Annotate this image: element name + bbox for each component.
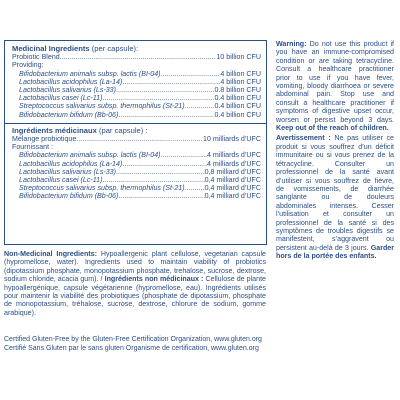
dot-leader — [118, 111, 214, 119]
gluten-free-cert-fr: Certifié Sans Gluten par le sans gluten Organisme de certification, www.gluten.org — [4, 345, 259, 352]
strain-value: 4 billion CFU — [220, 69, 261, 78]
dot-leader — [60, 53, 217, 61]
dot-leader — [185, 102, 215, 110]
warning-body: Do not use this product if you have an immune-compromised condition or are taking tetracycline. Consult a healthcare practitioner prior to use if you have fever, vomiting, bloody diarrhoea or severe abdominal pain. Stop use and consult a healthcare practitioner if symptoms of digestive upset occur, worsen or persist beyond 3 days. — [276, 40, 394, 124]
heading-title: Medicinal Ingredients — [12, 44, 90, 53]
strain-row — [12, 192, 261, 200]
medicinal-ingredients-heading — [12, 45, 261, 53]
divider — [5, 123, 266, 124]
strain-row — [12, 94, 261, 102]
strain-name: Lactobacillus acidophilus (La-14) — [19, 77, 123, 86]
strain-value: 0.4 billion CFU — [214, 94, 261, 103]
strain-name: Bifidobacterium bifidum (Bb-06) — [19, 110, 119, 119]
strain-row — [12, 160, 261, 168]
strain-name: Lactobacillus casei (Lc-11) — [19, 176, 103, 185]
blend-label: Probiotic Blend — [12, 53, 60, 62]
strain-name: Bifidobacterium animalis subsp. lactis (BI-04) — [19, 69, 161, 78]
nonmed-fr-label: Ingrédients non médicinaux : — [104, 275, 204, 284]
blend-value: 10 milliards d’UFC — [203, 135, 261, 144]
warning-fr-keep-out: Garder hors de la portée des enfants. — [276, 243, 394, 261]
strain-name: Lactobacillus salivarius (Ls-33) — [19, 167, 116, 176]
dot-leader — [118, 192, 204, 200]
warning-keep-out: Keep out of the reach of children. — [276, 124, 389, 133]
strain-row — [12, 176, 261, 184]
strain-name: Streptococcus salivarius subsp. thermophilus (St-21) — [19, 102, 185, 111]
warning-fr — [276, 134, 394, 260]
strain-name: Lactobacillus acidophilus (La-14) — [19, 159, 123, 168]
dot-leader — [122, 78, 220, 86]
strain-name: Lactobacillus salivarius (Ls-33) — [19, 86, 116, 95]
medicinal-ingredients-fr-heading — [12, 127, 261, 135]
gluten-free-cert-en: Certified Gluten-Free by the Gluten-Free Certification Organization, www.gluten.org — [4, 336, 262, 343]
strain-row — [12, 102, 261, 110]
strain-value: 0,4 milliard d’UFC — [204, 176, 261, 185]
strain-value: 0.8 billion CFU — [214, 86, 261, 95]
providing-label: Providing: — [12, 61, 44, 70]
strain-row — [12, 168, 261, 176]
strain-value: 0.4 billion CFU — [214, 110, 261, 119]
warning-text — [276, 40, 394, 261]
strain-row — [12, 184, 261, 192]
warning-fr-body: Ne pas utiliser ce produit si vous souffrez d’un déficit immunitaire ou si vous prenez de la tétracycline. Consulter un professionnel de la santé avant d’utiliser si vous souffrez de fièvre, de vomissements, de diarrhée sanglante ou de douleurs abdominales intenses. Cesser l’utilisation et consulter un professionnel de la santé si des symptômes de troubles digestifs se manifestent, s’aggravent ou persistent au-delà de 3 jours. — [276, 134, 394, 252]
nonmed-label: Non-Medicinal Ingredients: — [4, 250, 97, 258]
strain-value: 0.4 billion CFU — [214, 102, 261, 111]
warning-fr-label: Avertissement : — [276, 134, 331, 143]
blend-label: Mélange probiotique — [12, 135, 77, 144]
strain-value: 4 billion CFU — [220, 77, 261, 86]
probiotic-blend-row — [12, 53, 261, 61]
dot-leader — [161, 70, 221, 78]
strain-row — [12, 86, 261, 94]
dot-leader — [161, 151, 207, 159]
warning-en — [276, 40, 394, 132]
dot-leader — [102, 176, 204, 184]
nonmed-fr-text: Cellulose de plante hypoallergénique, capsule végétarienne (hypromellose, eau). Ingrédients utilisés pour maintenir la viabilité des probiotiques (phosphate de dipotassium, phosphate de monopotassium, tréhalose, sucrose, dextrose, chlorure de sodium, gomme arabique). — [4, 275, 266, 317]
strain-value: 0,8 milliard d’UFC — [204, 167, 261, 176]
blend-value: 10 billion CFU — [216, 53, 261, 62]
strain-name: Lactobacillus casei (Lc-11) — [19, 94, 103, 103]
dot-leader — [116, 86, 214, 94]
strain-value: 0,4 milliard d’UFC — [204, 184, 261, 193]
strain-row — [12, 111, 261, 119]
strain-value: 4 milliards d’UFC — [207, 151, 261, 160]
dot-leader — [185, 184, 205, 192]
dot-leader — [116, 168, 205, 176]
non-medicinal-ingredients — [4, 250, 266, 317]
heading-note: (par capsule) : — [98, 125, 148, 135]
strain-value: 0,4 milliard d’UFC — [204, 192, 261, 201]
ingredients-panel — [4, 40, 267, 245]
strain-name: Bifidobacterium bifidum (Bb-06) — [19, 192, 119, 201]
strain-row — [12, 78, 261, 86]
strain-row — [12, 151, 261, 159]
strain-row — [12, 70, 261, 78]
dot-leader — [76, 135, 203, 143]
providing-label: Fournissant : — [12, 143, 54, 152]
heading-note: (per capsule): — [91, 44, 139, 53]
strain-value: 4 milliards d’UFC — [207, 159, 261, 168]
warning-label: Warning: — [276, 40, 307, 48]
heading-title: Ingrédients médicinaux — [12, 125, 97, 135]
strain-name: Bifidobacterium animalis subsp. lactis (BI-04) — [19, 151, 161, 160]
dot-leader — [122, 160, 207, 168]
dot-leader — [102, 94, 214, 102]
strain-name: Streptococcus salivarius subsp. thermophilus (St-21) — [19, 184, 185, 193]
nonmed-text: Hypoallergenic plant cellulose, vegetarian capsule (hypromellose, water). Ingredients used to maintain viability of probiotics (dipotassium phosphate, monopotassium phosphate, trehalose, sucrose, dextrose, sodium chloride, acacia gum). / — [4, 250, 266, 284]
probiotic-blend-fr-row — [12, 135, 261, 143]
